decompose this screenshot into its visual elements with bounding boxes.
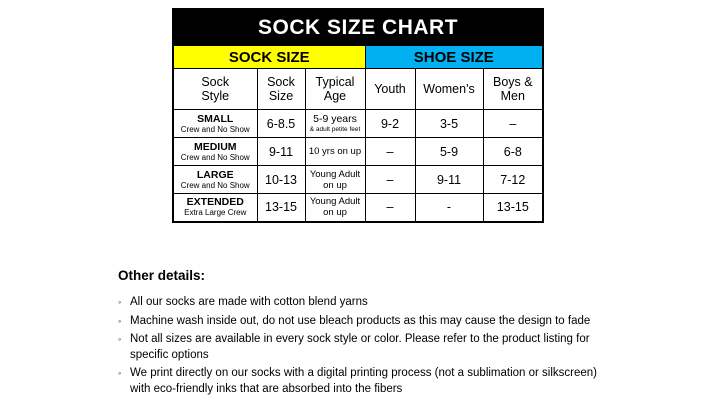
- list-item-text: Machine wash inside out, do not use bleach products as this may cause the design to fade: [130, 314, 591, 327]
- row-age-sub: on up: [323, 179, 347, 191]
- row-style-name: SMALL: [197, 112, 234, 125]
- list-item-text: All our socks are made with cotton blend yarns: [130, 296, 368, 308]
- bullet-icon: ◦: [118, 334, 122, 344]
- chart-header-row: [173, 69, 543, 110]
- header-womens: Women's: [415, 69, 483, 110]
- other-details-title: Other details:: [118, 268, 206, 283]
- header-typical-age-line1: Typical: [315, 75, 355, 89]
- row-boys-men: 7-12: [483, 166, 543, 194]
- row-style-name: LARGE: [196, 168, 234, 181]
- chart-title-row: [173, 9, 543, 46]
- header-sock-size-line2: Size: [268, 89, 294, 103]
- row-womens: 3-5: [415, 110, 483, 138]
- header-typical-age: [305, 69, 365, 110]
- row-youth: –: [365, 138, 415, 166]
- row-youth: 9-2: [365, 110, 415, 138]
- header-sock-size: [257, 69, 305, 110]
- header-boys-men-line2: Men: [500, 89, 525, 103]
- row-typical-age: [305, 110, 365, 138]
- row-age-main: 10 yrs on up: [308, 146, 362, 157]
- header-typical-age-line2: Age: [323, 89, 347, 103]
- list-item: [118, 295, 618, 311]
- row-age-main: Young Adult: [309, 168, 361, 180]
- row-youth: –: [365, 194, 415, 222]
- row-style-name: EXTENDED: [186, 196, 244, 209]
- header-sock-style-line1: Sock: [201, 75, 230, 89]
- header-sock-size-line1: Sock: [267, 75, 295, 89]
- chart-title: SOCK SIZE CHART: [173, 9, 543, 46]
- row-style: [173, 138, 257, 166]
- row-youth: –: [365, 166, 415, 194]
- row-style: [173, 110, 257, 138]
- table-row: [173, 110, 543, 138]
- row-sock-size: 10-13: [257, 166, 305, 194]
- band-sock-size: SOCK SIZE: [173, 46, 365, 69]
- other-details-list: [118, 295, 618, 397]
- row-boys-men: –: [483, 110, 543, 138]
- other-details-section: [118, 268, 618, 400]
- row-age-sub: & adult petite feet: [309, 125, 361, 133]
- header-boys-men: [483, 69, 543, 110]
- bullet-icon: ◦: [118, 368, 122, 378]
- bullet-icon: ◦: [118, 297, 122, 307]
- header-sock-style-line2: Style: [201, 89, 230, 103]
- row-age-sub: on up: [323, 207, 347, 219]
- row-sock-size: 9-11: [257, 138, 305, 166]
- row-typical-age: [305, 194, 365, 222]
- header-boys-men-line1: Boys &: [492, 75, 533, 89]
- list-item-text: We print directly on our socks with a digital printing process (not a sublimation or silkscreen) with eco-friendly inks that are absorbed into the fibers: [130, 367, 598, 395]
- row-style: [173, 194, 257, 222]
- row-sock-size: 13-15: [257, 194, 305, 222]
- band-shoe-size: SHOE SIZE: [365, 46, 543, 69]
- size-chart-table: [172, 8, 544, 223]
- row-age-main: 5-9 years: [313, 112, 357, 125]
- row-womens: 5-9: [415, 138, 483, 166]
- row-boys-men: 13-15: [483, 194, 543, 222]
- row-boys-men: 6-8: [483, 138, 543, 166]
- chart-band-row: [173, 46, 543, 69]
- list-item-text: Not all sizes are available in every sock style or color. Please refer to the product listing for specific options: [130, 333, 590, 361]
- list-item: [118, 314, 618, 330]
- row-style-sub: Extra Large Crew: [184, 208, 247, 218]
- header-sock-style: [173, 69, 257, 110]
- header-youth: Youth: [365, 69, 415, 110]
- row-style-name: MEDIUM: [193, 140, 237, 153]
- list-item: [118, 332, 618, 363]
- table-row: [173, 138, 543, 166]
- table-row: [173, 166, 543, 194]
- bullet-icon: ◦: [118, 315, 122, 326]
- table-row: [173, 194, 543, 222]
- row-style-sub: Crew and No Show: [180, 124, 250, 134]
- row-style-sub: Crew and No Show: [180, 152, 250, 162]
- row-age-main: Young Adult: [309, 196, 361, 208]
- row-style-sub: Crew and No Show: [180, 180, 250, 190]
- row-typical-age: [305, 138, 365, 166]
- sock-size-chart: [172, 8, 542, 223]
- row-typical-age: [305, 166, 365, 194]
- row-style: [173, 166, 257, 194]
- row-womens: 9-11: [415, 166, 483, 194]
- list-item: [118, 366, 618, 397]
- row-womens: -: [415, 194, 483, 222]
- row-sock-size: 6-8.5: [257, 110, 305, 138]
